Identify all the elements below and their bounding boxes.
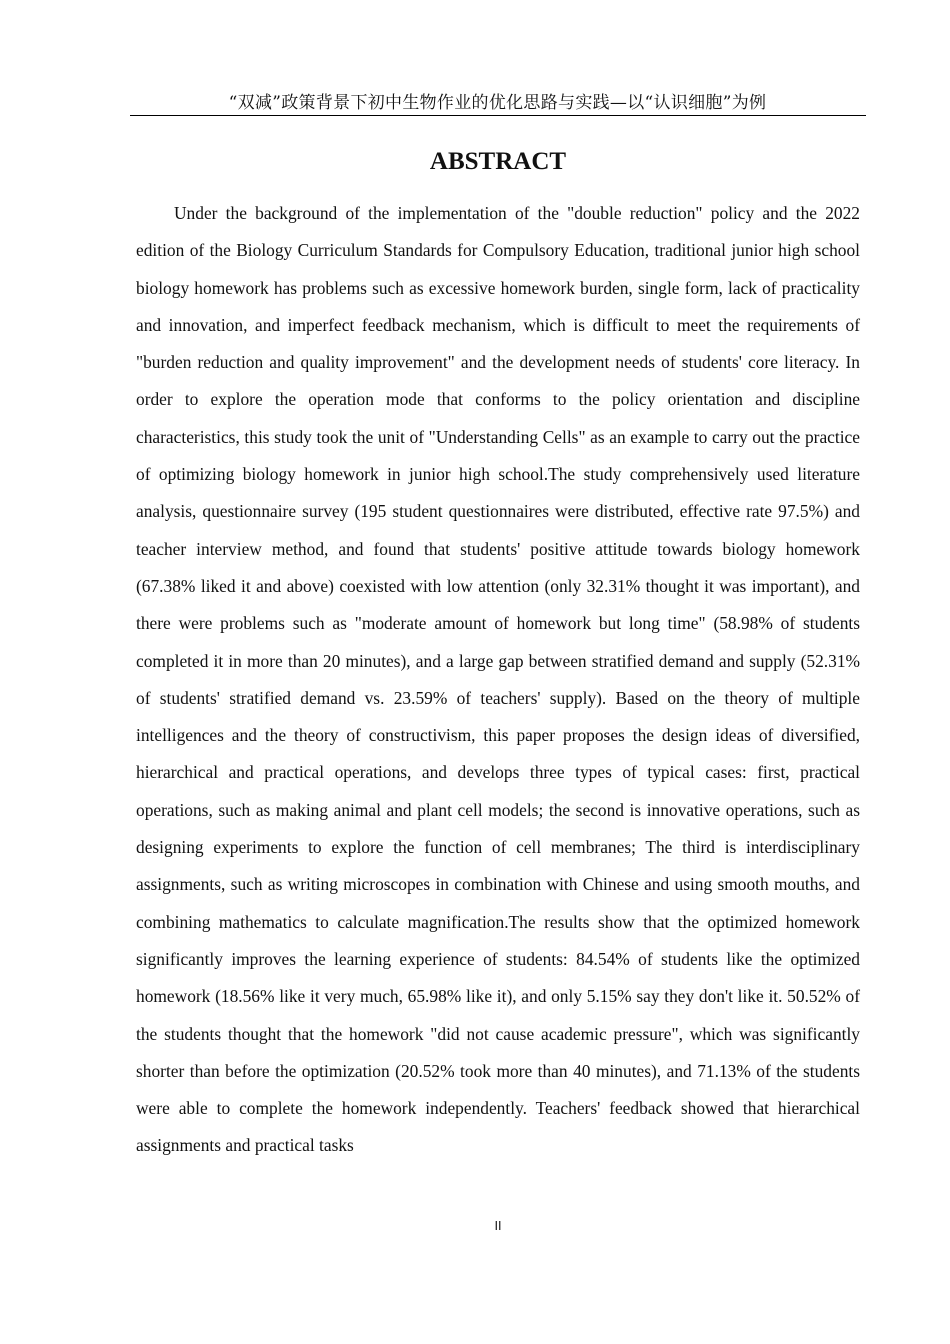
running-header: “双减”政策背景下初中生物作业的优化思路与实践—以“认识细胞”为例 <box>228 93 767 113</box>
abstract-title: ABSTRACT <box>429 148 567 175</box>
abstract-body: Under the background of the implementation of the "double reduction" policy and the 2022 edition of the Biology Curriculum Standards for Compulsory Education, traditional junior high school biology homework has problems such as excessive homework burden, single form, lack of practicality and innovation, and imperfect feedback mechanism, which is difficult to meet the requirements of "burden reduction and quality improvement" and the development needs of students' core literacy. In order to explore the operation mode that conforms to the policy orientation and discipline characteristics, this study took the unit of "Understanding Cells" as an example to carry out the practice of optimizing biology homework in junior high school.The study comprehensively used literature analysis, questionnaire survey (195 student questionnaires were distributed, effective rate 97.5%) and teacher interview method, and found that students' positive attitude towards biology homework (67.38% liked it and above) coexisted with low attention (only 32.31% thought it was important), and there were problems such as "moderate amount of homework but long time" (58.98% of students completed it in more than 20 minutes), and a large gap between stratified demand and supply (52.31% of students' stratified demand vs. 23.59% of teachers' supply). Based on the theory of multiple intelligences and the theory of constructivism, this paper proposes the design ideas of diversified, hierarchical and practical operations, and develops three types of typical cases: first, practical operations, such as making animal and plant cell models; the second is innovative operations, such as designing experiments to explore the function of cell membranes; The third is interdisciplinary assignments, such as writing microscopes in combination with Chinese and using smooth mouths, and combining mathematics to calculate magnification.The results show that the optimized homework significantly improves the learning experience of students: 84.54% of students like the optimized homework (18.56% like it very much, 65.98% like it), and only 5.15% say they don't like it. 50.52% of the students thought that the homework "did not cause academic pressure", which was significantly shorter than before the optimization (20.52% took more than 40 minutes), and 71.13% of the students were able to complete the homework independently. Teachers' feedback showed that hierarchical assignments and practical tasks <box>136 203 860 1156</box>
page-number: II <box>494 1219 502 1233</box>
header-rule <box>130 115 866 116</box>
